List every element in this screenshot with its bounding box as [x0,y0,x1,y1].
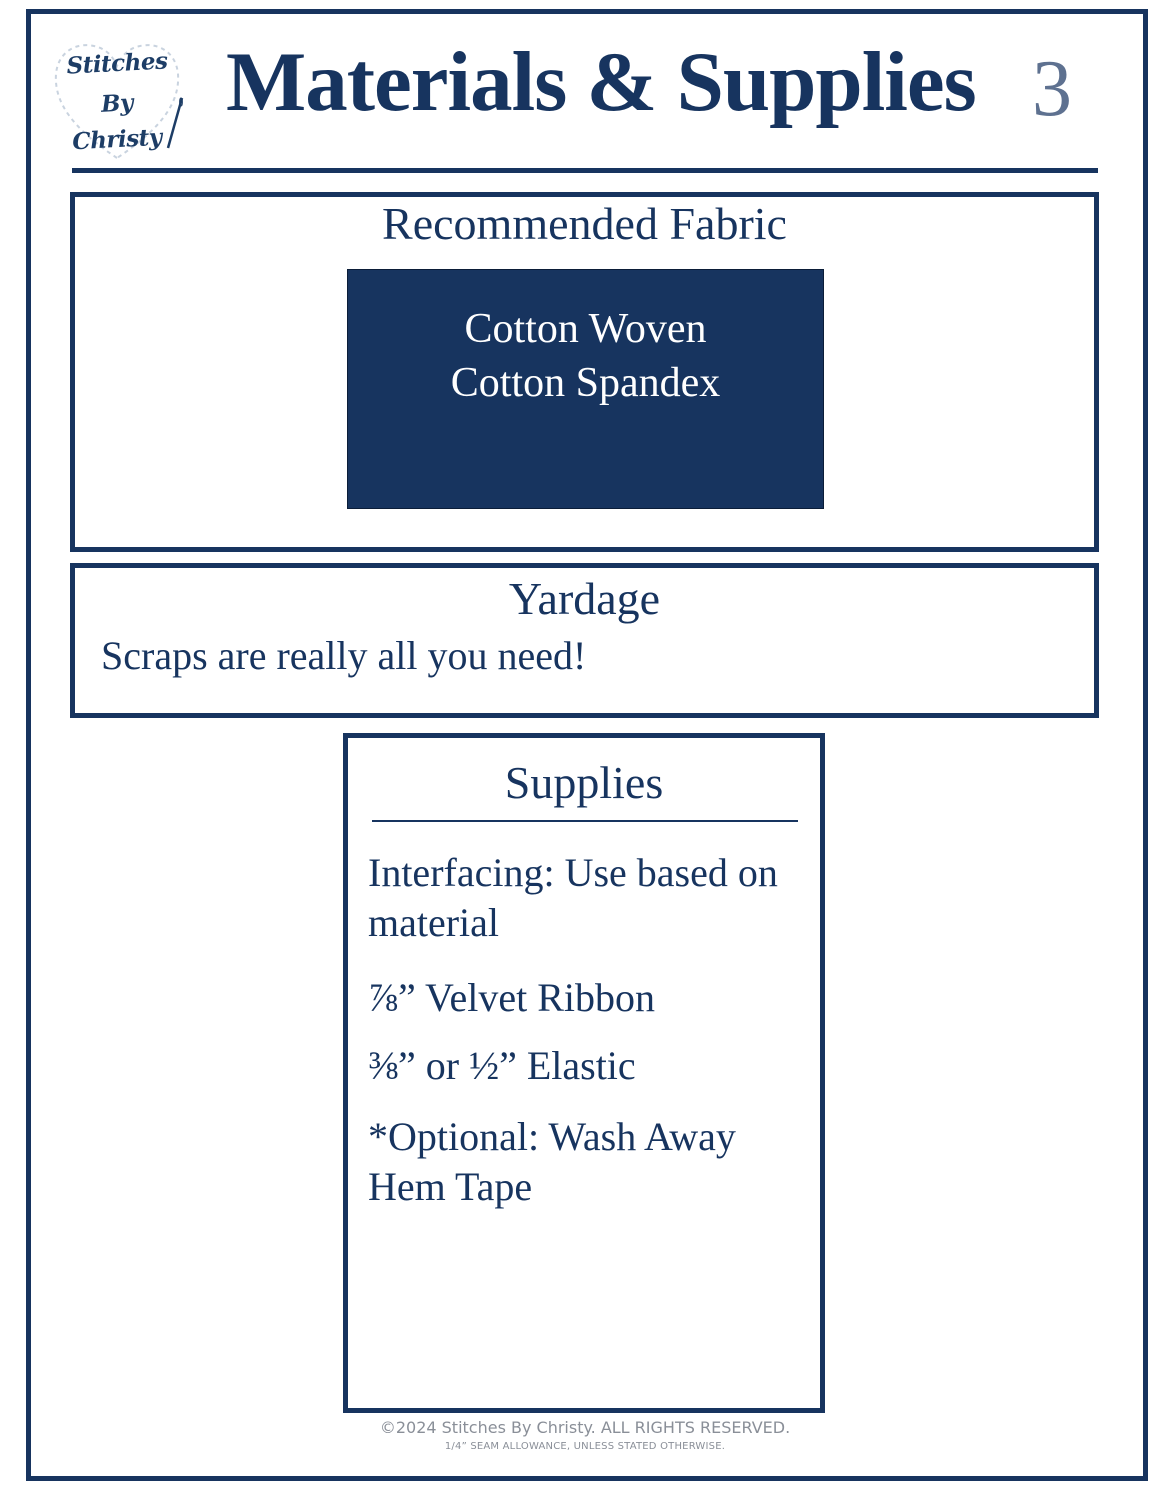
logo-text-line: Christy [71,123,163,156]
recommended-fabric-section [70,192,1099,552]
title-divider [72,168,1098,173]
supplies-divider [372,820,798,822]
page-title: Materials & Supplies [226,35,976,129]
yardage-text: Scraps are really all you need! [101,633,587,678]
footer-copyright: ©2024 Stitches By Christy. ALL RIGHTS RESERVED. [379,1418,791,1437]
supply-item: Interfacing: Use based on material [368,850,778,945]
page-number: 3 [1032,45,1072,133]
footer-seam-note: 1/4” SEAM ALLOWANCE, UNLESS STATED OTHERWISE. [444,1441,726,1452]
fabric-item: Cotton Woven [464,306,707,352]
fabric-item: Cotton Spandex [450,360,721,406]
logo [50,36,184,166]
logo-text-line: By [100,89,134,118]
supplies-heading: Supplies [504,757,664,808]
logo-text-line: Stitches [65,47,169,80]
yardage-heading: Yardage [508,573,661,624]
supply-item: ⅜” or ½” Elastic [368,1043,636,1088]
supplies-section [343,733,825,1413]
supply-item: *Optional: Wash Away Hem Tape [368,1114,736,1209]
recommended-fabric-heading: Recommended Fabric [382,198,787,249]
fabric-list-panel [347,269,824,509]
yardage-section [70,563,1099,718]
supply-item: ⅞” Velvet Ribbon [368,975,656,1020]
